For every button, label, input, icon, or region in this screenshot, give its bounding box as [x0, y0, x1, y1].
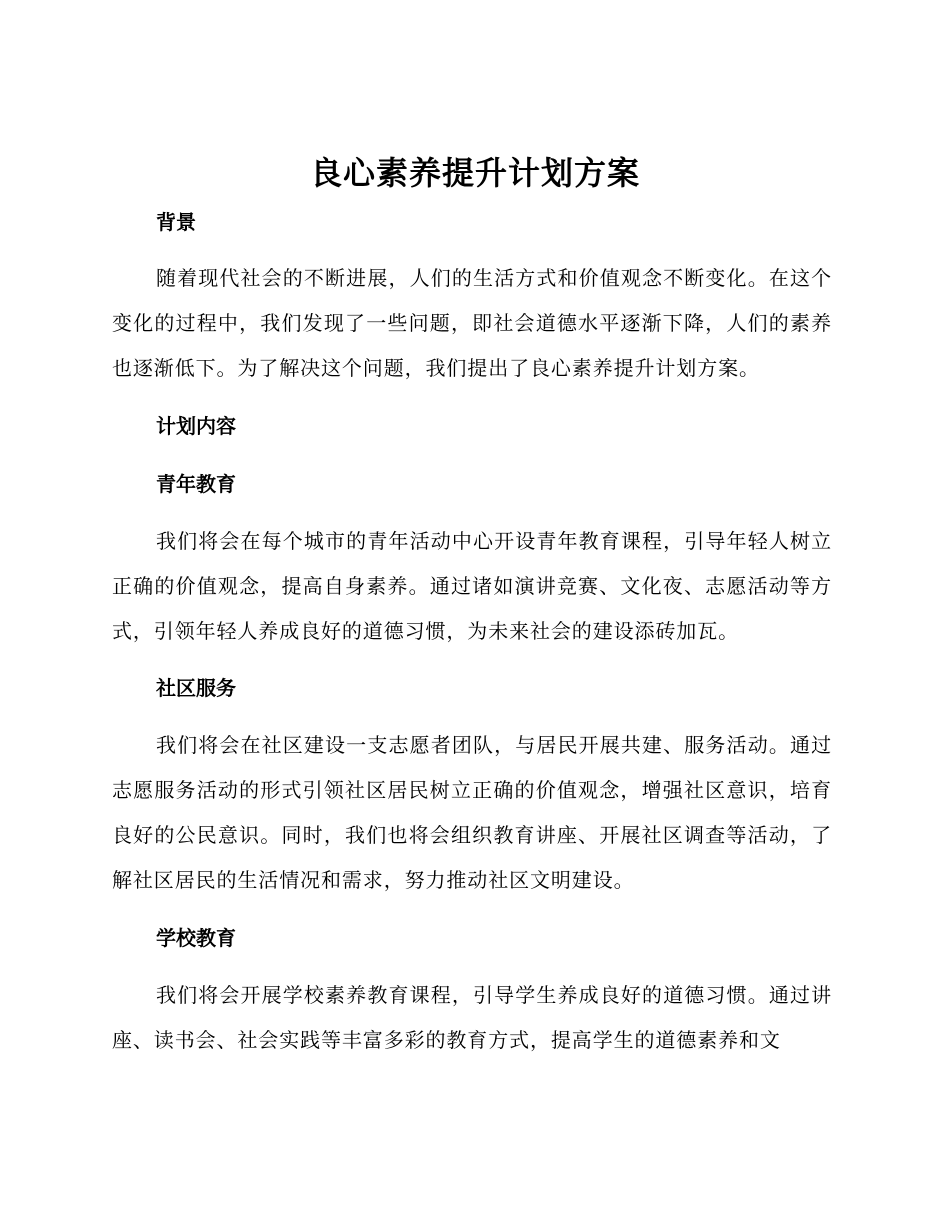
- section-heading-community-service: 社区服务: [156, 676, 236, 700]
- section-paragraph-community-service: 我们将会在社区建设一支志愿者团队，与居民开展共建、服务活动。通过志愿服务活动的形式引领社区居民树立正确的价值观念，增强社区意识，培育良好的公民意识。同时，我们也将会组织教育讲座、开展社区调查等活动，了解社区居民的生活情况和需求，努力推动社区文明建设。: [112, 733, 832, 892]
- section-heading-youth-education: 青年教育: [156, 472, 236, 496]
- section-paragraph-background: 随着现代社会的不断进展，人们的生活方式和价值观念不断变化。在这个变化的过程中，我们发现了一些问题，即社会道德水平逐渐下降，人们的素养也逐渐低下。为了解决这个问题，我们提出了良心素养提升计划方案。: [112, 266, 832, 380]
- section-heading-background: 背景: [156, 210, 196, 234]
- section-heading-school-education: 学校教育: [156, 926, 236, 950]
- section-paragraph-youth-education: 我们将会在每个城市的青年活动中心开设青年教育课程，引导年轻人树立正确的价值观念，提高自身素养。通过诸如演讲竞赛、文化夜、志愿活动等方式，引领年轻人养成良好的道德习惯，为未来社会的建设添砖加瓦。: [112, 529, 832, 643]
- document-title: 良心素养提升计划方案: [309, 154, 640, 192]
- section-heading-plan-content: 计划内容: [156, 414, 236, 438]
- section-paragraph-school-education: 我们将会开展学校素养教育课程，引导学生养成良好的道德习惯。通过讲座、读书会、社会实践等丰富多彩的教育方式，提高学生的道德素养和文: [112, 983, 832, 1052]
